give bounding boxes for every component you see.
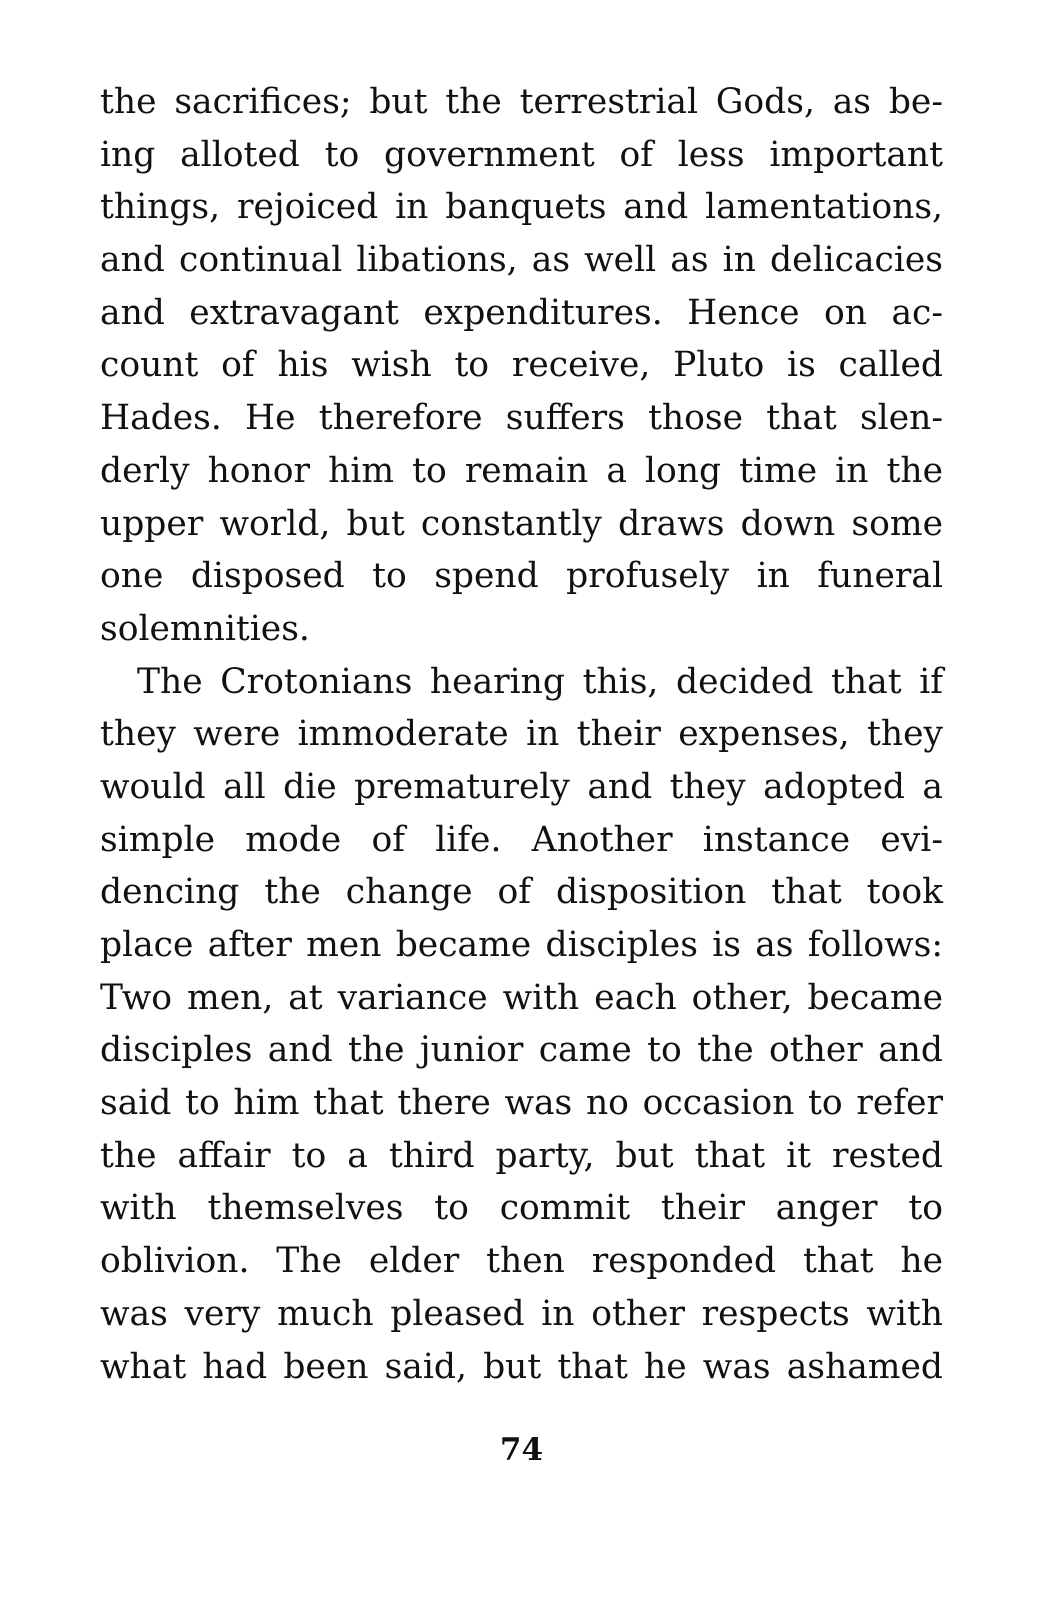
text-line: with themselves to commit their anger to: [100, 1188, 943, 1229]
text-line: Hades. He therefore suffers those that slen-: [100, 398, 943, 439]
page-body: [100, 76, 943, 1393]
page-number: 74: [499, 1432, 544, 1468]
text-line: simple mode of life. Another instance evi-: [100, 819, 943, 860]
text-line: The Crotonians hearing this, decided that if: [137, 661, 943, 702]
text-line: ing alloted to government of less important: [100, 134, 943, 175]
text-line: would all die prematurely and they adopted a: [100, 766, 943, 807]
text-line: disciples and the junior came to the other and: [100, 1030, 943, 1071]
text-line: things, rejoiced in banquets and lamentations,: [100, 187, 943, 228]
text-line: upper world, but constantly draws down some: [100, 503, 943, 544]
text-line: said to him that there was no occasion to refer: [100, 1083, 943, 1124]
text-line: dencing the change of disposition that took: [100, 872, 943, 913]
text-line: the affair to a third party, but that it rested: [100, 1135, 943, 1176]
text-line: derly honor him to remain a long time in the: [100, 450, 943, 491]
text-line: what had been said, but that he was ashamed: [100, 1346, 943, 1387]
paragraph-2: [100, 656, 943, 1394]
text-line: one disposed to spend profusely in funeral: [100, 556, 943, 597]
text-line: was very much pleased in other respects with: [100, 1293, 943, 1334]
text-line: place after men became disciples is as follows:: [100, 925, 943, 965]
text-line: they were immoderate in their expenses, they: [100, 714, 943, 755]
text-line: the sacrifices; but the terrestrial Gods, as be-: [100, 82, 943, 122]
text-line: and continual libations, as well as in delicacies: [100, 240, 943, 281]
text-line: count of his wish to receive, Pluto is called: [100, 345, 943, 386]
text-line: oblivion. The elder then responded that he: [100, 1241, 943, 1282]
paragraph-1: [100, 76, 943, 656]
text-line: Two men, at variance with each other, became: [100, 977, 943, 1018]
text-line: and extravagant expenditures. Hence on ac-: [100, 292, 943, 333]
text-line: solemnities.: [100, 608, 310, 649]
